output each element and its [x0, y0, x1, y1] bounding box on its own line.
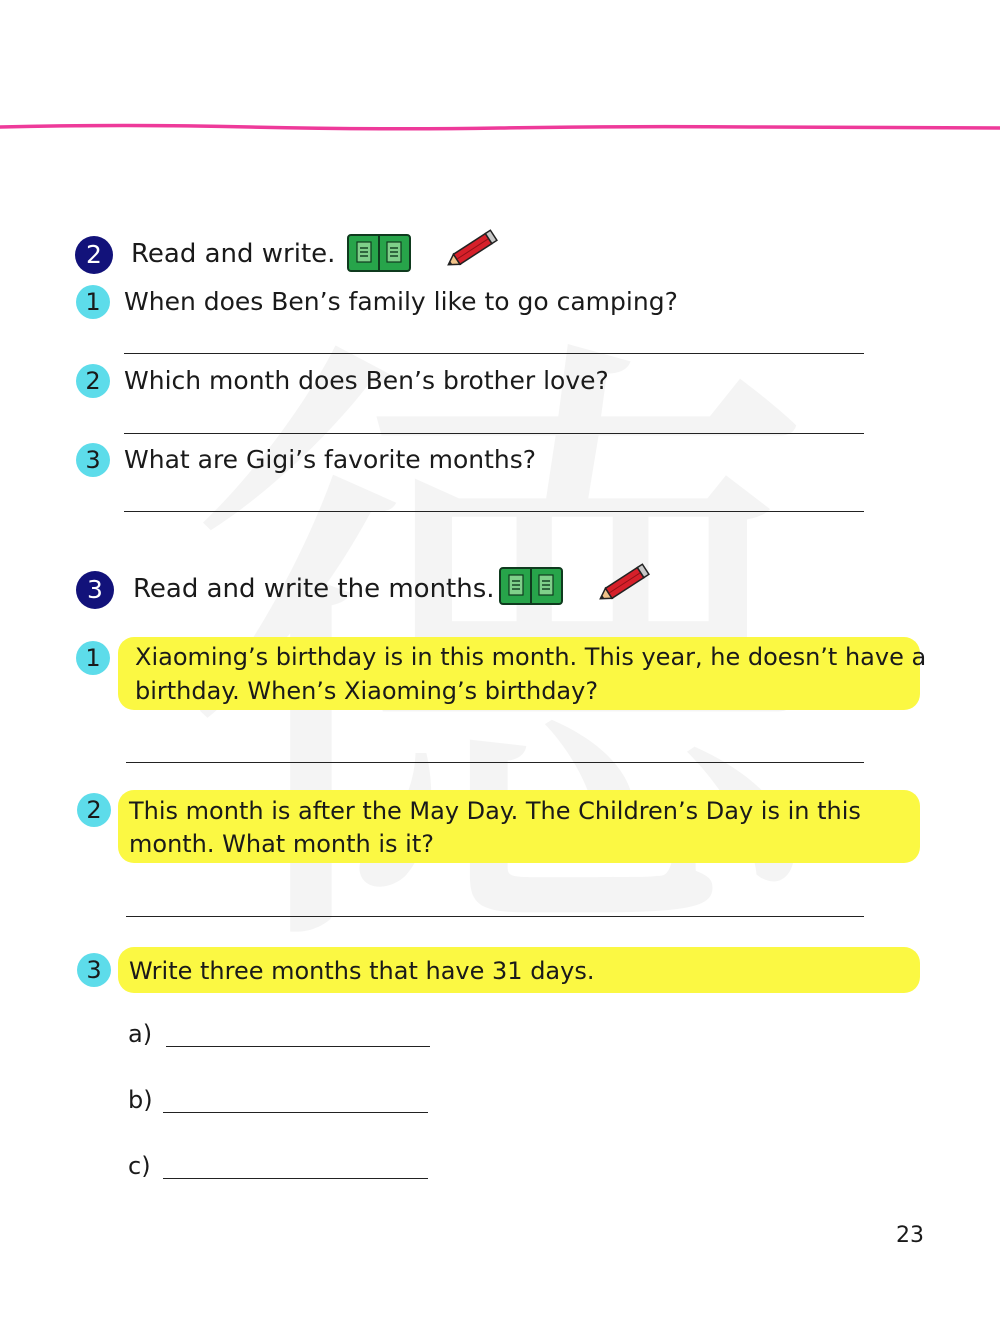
answer-label-a: a) — [128, 1020, 153, 1048]
answer-line[interactable] — [124, 433, 864, 434]
question-text: What are Gigi’s favorite months? — [124, 445, 537, 474]
question-text-line: This month is after the May Day. The Children’s Day is in this — [129, 797, 861, 825]
answer-line[interactable] — [126, 916, 864, 917]
question-text-line: Xiaoming’s birthday is in this month. This year, he doesn’t have a — [135, 643, 927, 671]
question-text: When does Ben’s family like to go camping? — [124, 287, 678, 316]
answer-line[interactable] — [126, 762, 864, 763]
answer-label-c: c) — [128, 1152, 151, 1180]
pencil-icon — [590, 562, 656, 606]
section-number: 3 — [76, 571, 114, 609]
question-text: Which month does Ben’s brother love? — [124, 366, 609, 395]
answer-line[interactable] — [124, 511, 864, 512]
answer-line-a[interactable] — [166, 1046, 430, 1047]
question-text-line: birthday. When’s Xiaoming’s birthday? — [135, 677, 599, 705]
answer-line-c[interactable] — [163, 1178, 428, 1179]
answer-line-b[interactable] — [163, 1112, 428, 1113]
header-rule — [0, 122, 1000, 134]
pencil-icon — [438, 228, 504, 272]
question-number: 2 — [76, 364, 110, 398]
page-number: 23 — [896, 1223, 924, 1248]
question-number: 2 — [77, 793, 111, 827]
question-text-line: month. What month is it? — [129, 830, 434, 858]
answer-label-b: b) — [128, 1086, 153, 1114]
section-title: Read and write the months. — [133, 574, 495, 604]
section-title: Read and write. — [131, 239, 336, 269]
book-icon — [347, 234, 411, 272]
book-icon — [499, 567, 563, 605]
question-number: 1 — [76, 285, 110, 319]
question-number: 3 — [76, 443, 110, 477]
question-text-line: Write three months that have 31 days. — [129, 957, 595, 985]
question-number: 1 — [76, 641, 110, 675]
answer-line[interactable] — [124, 353, 864, 354]
question-number: 3 — [77, 953, 111, 987]
section-number: 2 — [75, 236, 113, 274]
